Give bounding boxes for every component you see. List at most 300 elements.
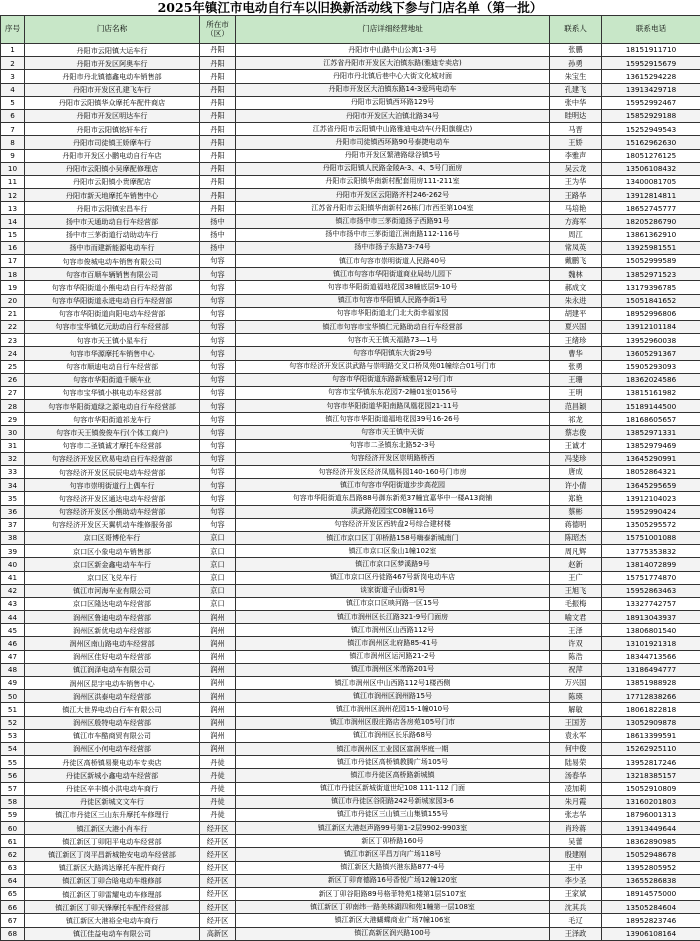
- area-cell: 句容: [200, 492, 236, 505]
- seq-cell: 61: [1, 835, 25, 848]
- address-cell: 句容市华阳街道北门北大街幸福家园: [236, 307, 550, 320]
- contact-cell: 常凤英: [550, 241, 602, 254]
- phone-cell: 15952990424: [602, 505, 700, 518]
- store-name-cell: 镇江润泽电动车有限公司: [25, 663, 200, 676]
- area-cell: 丹阳: [200, 149, 236, 162]
- table-row: [1, 241, 700, 254]
- contact-cell: 张中华: [550, 96, 602, 109]
- address-cell: 句容经济开发区西转盘2号综合建材楼: [236, 518, 550, 531]
- seq-cell: 22: [1, 320, 25, 333]
- contact-cell: 蒋德明: [550, 518, 602, 531]
- address-cell: 镇江市新区平昌万向广场118号: [236, 848, 550, 861]
- seq-cell: 8: [1, 136, 25, 149]
- table-row: [1, 466, 700, 479]
- seq-cell: 44: [1, 611, 25, 624]
- store-name-cell: 丹阳市云阳镇华众摩托车配件商店: [25, 96, 200, 109]
- address-cell: 镇江市丹徒区谷阳路242号新城家园3-6: [236, 795, 550, 808]
- address-cell: 新区丁卯谷阳路89号格菲特苑1楼第1层S107室: [236, 888, 550, 901]
- area-cell: 句容: [200, 373, 236, 386]
- contact-cell: 许小倩: [550, 479, 602, 492]
- table-row: [1, 861, 700, 874]
- store-table: [0, 15, 700, 941]
- address-cell: 谈家街道子山街81号: [236, 584, 550, 597]
- phone-cell: 18913043937: [602, 611, 700, 624]
- table-row: [1, 452, 700, 465]
- address-cell: 丹阳市云阳镇华南新村配套用房111-211室: [236, 175, 550, 188]
- address-cell: 镇江市京口区梦溪路9号: [236, 558, 550, 571]
- store-name-cell: 润州区鲁迪电动车经营部: [25, 611, 200, 624]
- address-cell: 句容市华阳街道东昌路88号御东新苑37幢宜嘉华中一楼A13商铺: [236, 492, 550, 505]
- table-row: [1, 320, 700, 333]
- address-cell: 镇江市润州区米芾路201号: [236, 663, 550, 676]
- seq-cell: 29: [1, 413, 25, 426]
- seq-cell: 60: [1, 822, 25, 835]
- seq-cell: 20: [1, 294, 25, 307]
- store-name-cell: 句容经济开发区辰辰电动车经营部: [25, 466, 200, 479]
- seq-cell: 67: [1, 914, 25, 927]
- seq-cell: 16: [1, 241, 25, 254]
- seq-cell: 7: [1, 123, 25, 136]
- address-cell: 新区丁卯育德路16号香悦广场12幢120室: [236, 874, 550, 887]
- phone-cell: 13814072899: [602, 558, 700, 571]
- table-row: [1, 703, 700, 716]
- address-cell: 句容经济开发区经济凤凰科园140-160号门市房: [236, 466, 550, 479]
- phone-cell: 13815161982: [602, 386, 700, 399]
- seq-cell: 15: [1, 228, 25, 241]
- address-cell: 镇江市润州区运河路21-2号: [236, 650, 550, 663]
- seq-cell: 28: [1, 400, 25, 413]
- contact-cell: 王家斌: [550, 888, 602, 901]
- address-cell: 镇江市丹徒区新城街道世纪108 111-112 门面: [236, 782, 550, 795]
- store-name-cell: 丹阳市开发区阿奥车行: [25, 57, 200, 70]
- phone-cell: 13655286838: [602, 874, 700, 887]
- area-cell: 润州: [200, 729, 236, 742]
- phone-cell: 15189144500: [602, 400, 700, 413]
- address-cell: 镇江市丹徒区高桥路新城镇: [236, 769, 550, 782]
- seq-cell: 26: [1, 373, 25, 386]
- table-row: [1, 848, 700, 861]
- area-cell: 丹阳: [200, 189, 236, 202]
- area-cell: 丹阳: [200, 202, 236, 215]
- store-name-cell: 丹徒区新城文文车行: [25, 795, 200, 808]
- area-cell: 润州: [200, 677, 236, 690]
- store-name-cell: 句容市百顺车辆销售有限公司: [25, 268, 200, 281]
- contact-cell: 解敏: [550, 703, 602, 716]
- address-cell: 镇江新区丁卯南纬一路美林湖四和苑1幢第一层108室: [236, 901, 550, 914]
- table-row: [1, 439, 700, 452]
- contact-cell: 吴蕾: [550, 835, 602, 848]
- table-row: [1, 624, 700, 637]
- phone-cell: 18952996806: [602, 307, 700, 320]
- area-cell: 句容: [200, 466, 236, 479]
- address-cell: 镇江市润州区殷庄路店各房苑105号门市: [236, 716, 550, 729]
- table-row: [1, 228, 700, 241]
- contact-cell: 范昌颖: [550, 400, 602, 413]
- table-row: [1, 109, 700, 122]
- address-cell: 镇江市句容市华阳街道商业局幼儿园下: [236, 268, 550, 281]
- table-row: [1, 874, 700, 887]
- address-cell: 江苏省丹阳市开发区大泊镇东路(雅迪专卖店): [236, 57, 550, 70]
- header-store-name: 门店名称: [25, 16, 200, 44]
- address-cell: 镇江市句容市华阳镇人民路李街1号: [236, 294, 550, 307]
- area-cell: 润州: [200, 637, 236, 650]
- table-row: [1, 70, 700, 83]
- table-row: [1, 281, 700, 294]
- contact-cell: 何中俊: [550, 742, 602, 755]
- contact-cell: 蔡彬: [550, 505, 602, 518]
- contact-cell: 王旭飞: [550, 584, 602, 597]
- store-name-cell: 句容市华阳街道绿之源电动自行车经营部: [25, 400, 200, 413]
- address-cell: 镇江市京口区丁卯桥路158号嗨泰新城南门: [236, 531, 550, 544]
- address-cell: 镇江市句容市宝华镇仁元路助动自行车经营部: [236, 320, 550, 333]
- contact-cell: 凌加莉: [550, 782, 602, 795]
- store-name-cell: 丹阳市开发区小鹏电动自行车店: [25, 149, 200, 162]
- seq-cell: 45: [1, 624, 25, 637]
- contact-cell: 周凡辉: [550, 545, 602, 558]
- table-row: [1, 782, 700, 795]
- store-name-cell: 句容市天王镇小星车行: [25, 334, 200, 347]
- phone-cell: 13852979469: [602, 439, 700, 452]
- contact-cell: 方海军: [550, 215, 602, 228]
- phone-cell: 13101921318: [602, 637, 700, 650]
- phone-cell: 15162962630: [602, 136, 700, 149]
- table-row: [1, 479, 700, 492]
- contact-cell: 朱永进: [550, 294, 602, 307]
- seq-cell: 23: [1, 334, 25, 347]
- address-cell: 镇江市润州区润州路15号: [236, 690, 550, 703]
- store-name-cell: 句容市宝华镇小棋电动车经营部: [25, 386, 200, 399]
- seq-cell: 3: [1, 70, 25, 83]
- address-cell: 镇江市润州区润州花园15-1幢010号: [236, 703, 550, 716]
- address-cell: 镇江市润州区北府路85-41号: [236, 637, 550, 650]
- phone-cell: 18652745777: [602, 202, 700, 215]
- contact-cell: 李雅声: [550, 149, 602, 162]
- table-row: [1, 162, 700, 175]
- contact-cell: 王绪珍: [550, 334, 602, 347]
- contact-cell: 孔建飞: [550, 83, 602, 96]
- phone-cell: 13852971523: [602, 268, 700, 281]
- phone-cell: 13505284604: [602, 901, 700, 914]
- area-cell: 句容: [200, 479, 236, 492]
- store-name-cell: 京口区隆达电动车经营部: [25, 597, 200, 610]
- table-row: [1, 518, 700, 531]
- seq-cell: 11: [1, 175, 25, 188]
- address-cell: 镇江句容市华阳街道福地花园39号16-26号: [236, 413, 550, 426]
- contact-cell: 王路华: [550, 189, 602, 202]
- store-name-cell: 镇江佳益电动车有限公司: [25, 927, 200, 940]
- area-cell: 扬中: [200, 241, 236, 254]
- area-cell: 丹徒: [200, 769, 236, 782]
- store-name-cell: 句容经济开发区欣易电动自行车经营部: [25, 452, 200, 465]
- store-name-cell: 句容市华阳街道千顺车业: [25, 373, 200, 386]
- address-cell: 江苏省丹阳市云阳镇中山路雅迪电动车(丹阳旗舰店): [236, 123, 550, 136]
- phone-cell: 13913429718: [602, 83, 700, 96]
- phone-cell: 13615294228: [602, 70, 700, 83]
- store-name-cell: 扬中市天通助动自行车经营部: [25, 215, 200, 228]
- phone-cell: 13952805952: [602, 861, 700, 874]
- area-cell: 丹阳: [200, 44, 236, 57]
- phone-cell: 18344713566: [602, 650, 700, 663]
- store-name-cell: 镇江市丹徒区三山东升摩托车修理行: [25, 808, 200, 821]
- address-cell: 丹阳市开发区大泊镇北路34号: [236, 109, 550, 122]
- phone-cell: 15952863463: [602, 584, 700, 597]
- store-name-cell: 句容市华阳街道小熊电动自行车经营部: [25, 281, 200, 294]
- table-row: [1, 742, 700, 755]
- seq-cell: 37: [1, 518, 25, 531]
- phone-cell: 18061822818: [602, 703, 700, 716]
- store-name-cell: 句容市华阳街道永进电动自行车经营部: [25, 294, 200, 307]
- table-row: [1, 901, 700, 914]
- area-cell: 句容: [200, 439, 236, 452]
- table-row: [1, 136, 700, 149]
- address-cell: 丹阳市开发区大泊镇东路14-3爱玛电动车: [236, 83, 550, 96]
- store-name-cell: 句容市顺迪电动自行车经营部: [25, 360, 200, 373]
- area-cell: 丹阳: [200, 109, 236, 122]
- seq-cell: 68: [1, 927, 25, 940]
- area-cell: 丹徒: [200, 782, 236, 795]
- table-body: [1, 44, 700, 941]
- seq-cell: 34: [1, 479, 25, 492]
- table-row: [1, 57, 700, 70]
- store-name-cell: 丹阳市开发区明达车行: [25, 109, 200, 122]
- seq-cell: 58: [1, 795, 25, 808]
- area-cell: 经开区: [200, 822, 236, 835]
- store-name-cell: 镇江新区大港小肖车行: [25, 822, 200, 835]
- address-cell: 镇江市句容市华阳街道步步高花园: [236, 479, 550, 492]
- table-row: [1, 677, 700, 690]
- table-row: [1, 927, 700, 940]
- contact-cell: 祁龙: [550, 413, 602, 426]
- seq-cell: 56: [1, 769, 25, 782]
- contact-cell: 曹华: [550, 347, 602, 360]
- phone-cell: 18796001313: [602, 808, 700, 821]
- header-seq: 序号: [1, 16, 25, 44]
- contact-cell: 王国芳: [550, 716, 602, 729]
- header-phone: 联系电话: [602, 16, 700, 44]
- store-name-cell: 京口区哥博伦车行: [25, 531, 200, 544]
- phone-cell: 18168605657: [602, 413, 700, 426]
- seq-cell: 30: [1, 426, 25, 439]
- phone-cell: 13912104023: [602, 492, 700, 505]
- area-cell: 京口: [200, 545, 236, 558]
- contact-cell: 唐成: [550, 466, 602, 479]
- table-row: [1, 545, 700, 558]
- table-row: [1, 558, 700, 571]
- contact-cell: 喻文君: [550, 611, 602, 624]
- table-row: [1, 690, 700, 703]
- phone-cell: 13186494777: [602, 663, 700, 676]
- address-cell: 句容市华阳街道东路新城雅居12号门市: [236, 373, 550, 386]
- table-row: [1, 373, 700, 386]
- header-address: 门店详细经营地址: [236, 16, 550, 44]
- seq-cell: 55: [1, 756, 25, 769]
- area-cell: 经开区: [200, 861, 236, 874]
- address-cell: 洪武路花园宝C08幢116号: [236, 505, 550, 518]
- store-name-cell: 京口区飞兑车行: [25, 571, 200, 584]
- contact-cell: 陈浩: [550, 650, 602, 663]
- address-cell: 扬中市扬中市三茅街道江洲南路112-116号: [236, 228, 550, 241]
- table-row: [1, 386, 700, 399]
- phone-cell: 15052948678: [602, 848, 700, 861]
- store-name-cell: 润州区南山路电动车经营部: [25, 637, 200, 650]
- table-row: [1, 400, 700, 413]
- area-cell: 丹阳: [200, 136, 236, 149]
- area-cell: 润州: [200, 611, 236, 624]
- area-cell: 句容: [200, 255, 236, 268]
- phone-cell: 15052999589: [602, 255, 700, 268]
- seq-cell: 40: [1, 558, 25, 571]
- table-row: [1, 756, 700, 769]
- phone-cell: 18362024586: [602, 373, 700, 386]
- store-name-cell: 丹阳市云阳镇小贵摩配店: [25, 175, 200, 188]
- phone-cell: 13327742757: [602, 597, 700, 610]
- seq-cell: 38: [1, 531, 25, 544]
- address-cell: 丹阳市云阳镇西环路129号: [236, 96, 550, 109]
- address-cell: 丹阳市司徒镇西环路90号泰捷电动车: [236, 136, 550, 149]
- table-row: [1, 347, 700, 360]
- seq-cell: 35: [1, 492, 25, 505]
- store-name-cell: 丹阳市开发区孔建飞车行: [25, 83, 200, 96]
- store-name-cell: 句容经济开发区通达电动车经营部: [25, 492, 200, 505]
- address-cell: 镇江新区大港蝴蝶商业广场7幢106室: [236, 914, 550, 927]
- table-row: [1, 822, 700, 835]
- phone-cell: 15262925110: [602, 742, 700, 755]
- seq-cell: 64: [1, 874, 25, 887]
- address-cell: 镇江高新区润兴路100号: [236, 927, 550, 940]
- seq-cell: 39: [1, 545, 25, 558]
- contact-cell: 毛辽: [550, 914, 602, 927]
- address-cell: 句容市宝华镇东东花园7-2幢01室0156号: [236, 386, 550, 399]
- contact-cell: 眭明达: [550, 109, 602, 122]
- area-cell: 句容: [200, 320, 236, 333]
- table-row: [1, 426, 700, 439]
- area-cell: 经开区: [200, 835, 236, 848]
- contact-cell: 吴云龙: [550, 162, 602, 175]
- area-cell: 句容: [200, 400, 236, 413]
- contact-cell: 张志华: [550, 808, 602, 821]
- contact-cell: 李少圣: [550, 874, 602, 887]
- area-cell: 丹阳: [200, 162, 236, 175]
- table-row: [1, 584, 700, 597]
- header-contact: 联系人: [550, 16, 602, 44]
- address-cell: 江苏省丹阳市云阳镇华南新村26栋门市西至第104室: [236, 202, 550, 215]
- table-row: [1, 795, 700, 808]
- phone-cell: 13605291367: [602, 347, 700, 360]
- table-row: [1, 202, 700, 215]
- seq-cell: 32: [1, 452, 25, 465]
- contact-cell: 张鹏: [550, 44, 602, 57]
- table-row: [1, 96, 700, 109]
- area-cell: 句容: [200, 505, 236, 518]
- seq-cell: 31: [1, 439, 25, 452]
- address-cell: 扬中市扬子东路73-74号: [236, 241, 550, 254]
- contact-cell: 沈其兵: [550, 901, 602, 914]
- store-name-cell: 润州区新优电动车经营部: [25, 624, 200, 637]
- address-cell: 丹阳市开发区云阳路齐村246-262号: [236, 189, 550, 202]
- contact-cell: 孙勇: [550, 57, 602, 70]
- store-name-cell: 句容经济开发区小熊助动车经营部: [25, 505, 200, 518]
- store-name-cell: 润州区殷特电动车经营部: [25, 716, 200, 729]
- area-cell: 句容: [200, 281, 236, 294]
- table-row: [1, 268, 700, 281]
- phone-cell: 13218385157: [602, 769, 700, 782]
- table-row: [1, 492, 700, 505]
- phone-cell: 15751001088: [602, 531, 700, 544]
- contact-cell: 朱月霞: [550, 795, 602, 808]
- store-name-cell: 句容市二圣镇诚才摩托车经营部: [25, 439, 200, 452]
- contact-cell: 周江: [550, 228, 602, 241]
- area-cell: 经开区: [200, 901, 236, 914]
- store-name-cell: 句容经济开发区天翼机动车维修服务部: [25, 518, 200, 531]
- phone-cell: 18914575000: [602, 888, 700, 901]
- store-name-cell: 镇江新区丁卯合晗电动车维修部: [25, 874, 200, 887]
- seq-cell: 1: [1, 44, 25, 57]
- table-row: [1, 255, 700, 268]
- area-cell: 句容: [200, 426, 236, 439]
- address-cell: 丹阳市中山路中山公寓1-3号: [236, 44, 550, 57]
- seq-cell: 52: [1, 716, 25, 729]
- contact-cell: 王诚才: [550, 439, 602, 452]
- address-cell: 丹阳市开发区繁港路绿谷镇5号: [236, 149, 550, 162]
- table-row: [1, 769, 700, 782]
- seq-cell: 66: [1, 901, 25, 914]
- phone-cell: 13912101184: [602, 320, 700, 333]
- phone-cell: 13645290991: [602, 452, 700, 465]
- area-cell: 句容: [200, 294, 236, 307]
- area-cell: 丹徒: [200, 795, 236, 808]
- contact-cell: 陈昭杰: [550, 531, 602, 544]
- contact-cell: 王泽: [550, 624, 602, 637]
- contact-cell: 马晋: [550, 123, 602, 136]
- seq-cell: 24: [1, 347, 25, 360]
- store-name-cell: 句容市华阳街道祁龙车行: [25, 413, 200, 426]
- seq-cell: 4: [1, 83, 25, 96]
- store-name-cell: 丹阳市云阳镇铭轩车行: [25, 123, 200, 136]
- address-cell: 丹阳市云阳镇人民路金陵A-3、4、5号门面房: [236, 162, 550, 175]
- address-cell: 镇江新区大港赵声路99号第1-2层9902-9903室: [236, 822, 550, 835]
- table-row: [1, 505, 700, 518]
- area-cell: 润州: [200, 624, 236, 637]
- store-name-cell: 镇江新区丁岗平昌新城艳安电动车经营部: [25, 848, 200, 861]
- phone-cell: 13925981551: [602, 241, 700, 254]
- table-row: [1, 808, 700, 821]
- seq-cell: 47: [1, 650, 25, 663]
- area-cell: 京口: [200, 558, 236, 571]
- store-name-cell: 句容市天王镇俊俊车行(个体工商户): [25, 426, 200, 439]
- store-name-cell: 句容市宝华镇亿元助动自行车经营部: [25, 320, 200, 333]
- table-header-row: [1, 16, 700, 44]
- contact-cell: 王为华: [550, 175, 602, 188]
- contact-cell: 胡建平: [550, 307, 602, 320]
- contact-cell: 祝萍: [550, 663, 602, 676]
- area-cell: 丹阳: [200, 175, 236, 188]
- phone-cell: 13645295659: [602, 479, 700, 492]
- table-row: [1, 189, 700, 202]
- contact-cell: 王明: [550, 386, 602, 399]
- address-cell: 句容市二圣镇东北路52-3号: [236, 439, 550, 452]
- seq-cell: 18: [1, 268, 25, 281]
- phone-cell: 15751774870: [602, 571, 700, 584]
- area-cell: 高新区: [200, 927, 236, 940]
- seq-cell: 59: [1, 808, 25, 821]
- seq-cell: 43: [1, 597, 25, 610]
- area-cell: 丹阳: [200, 96, 236, 109]
- area-cell: 句容: [200, 518, 236, 531]
- table-row: [1, 637, 700, 650]
- seq-cell: 21: [1, 307, 25, 320]
- phone-cell: 13179396785: [602, 281, 700, 294]
- table-row: [1, 149, 700, 162]
